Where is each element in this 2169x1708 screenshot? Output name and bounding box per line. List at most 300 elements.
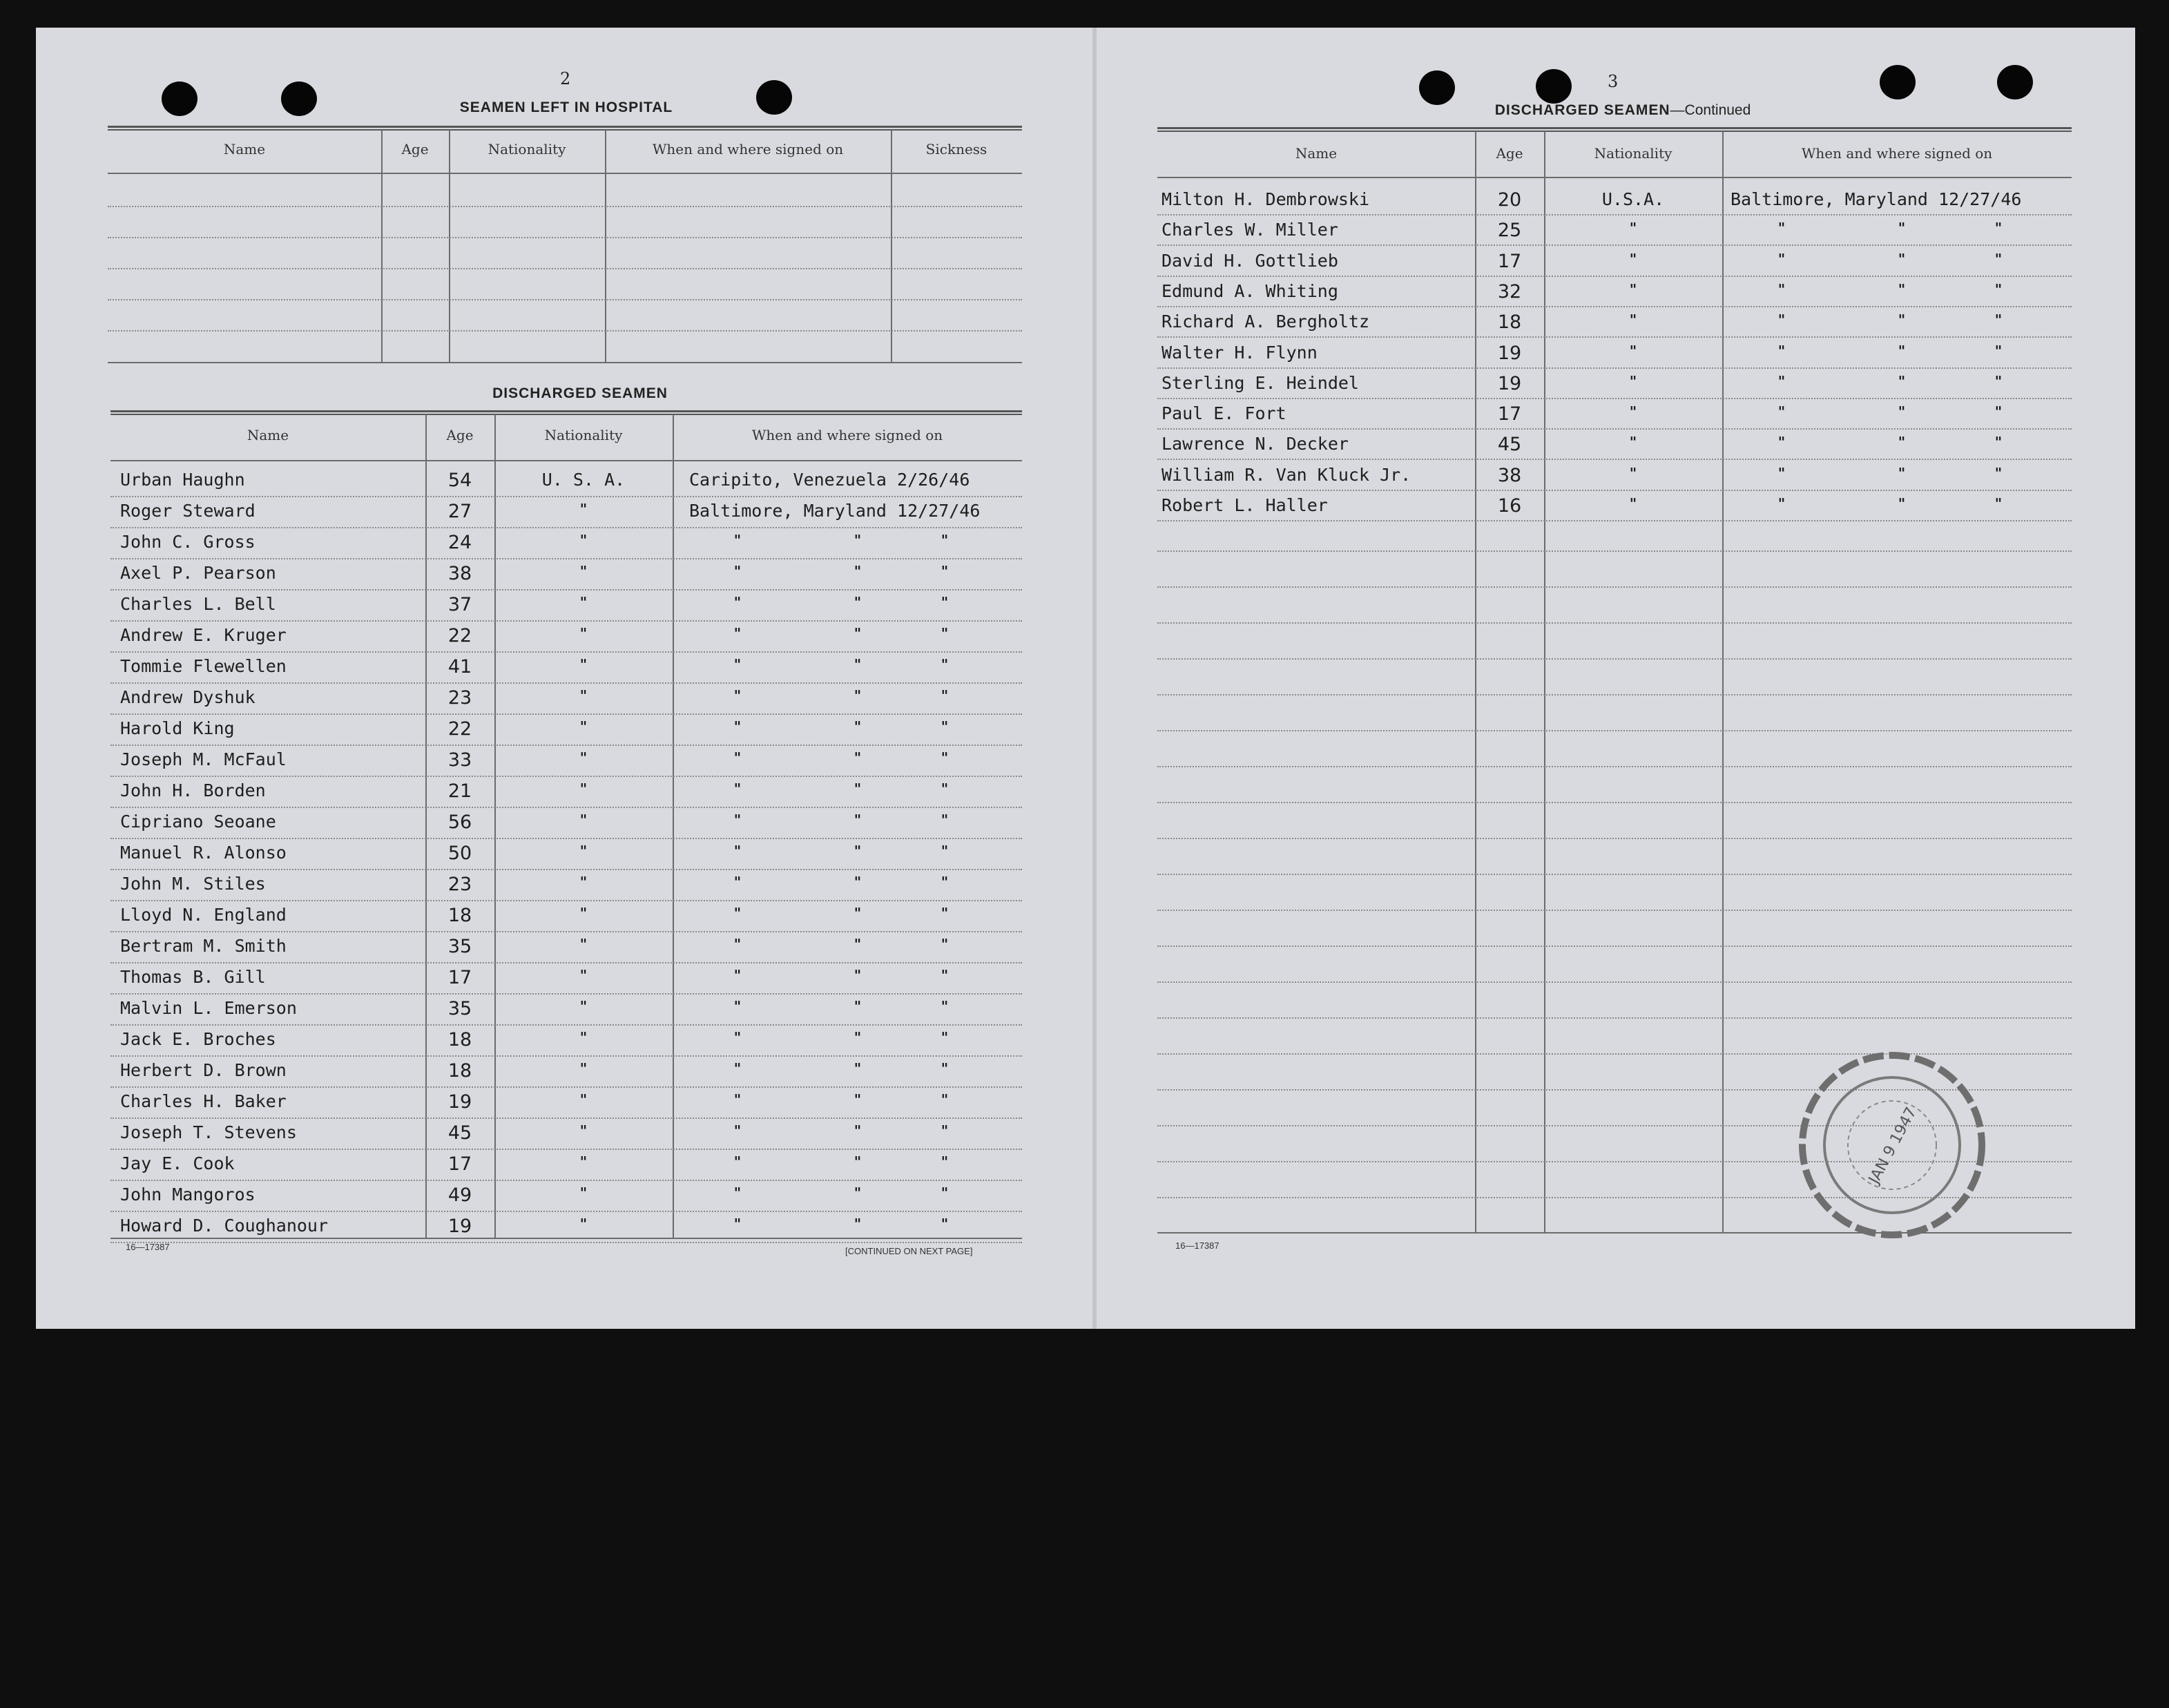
row-line	[1157, 520, 2072, 521]
seaman-nationality: "	[579, 687, 588, 704]
punch-hole	[1536, 69, 1572, 104]
discharged-continued-title-main: DISCHARGED SEAMEN	[1494, 102, 1670, 118]
row-line	[110, 496, 1022, 497]
row-line	[110, 1211, 1022, 1212]
ditto-mark: "	[733, 1153, 742, 1170]
hospital-col-divider	[449, 130, 450, 363]
seaman-name: Walter H. Flynn	[1161, 342, 1318, 363]
seaman-nationality: "	[579, 1153, 588, 1170]
ditto-mark: "	[1777, 464, 1786, 481]
seaman-age: 18	[447, 1029, 472, 1050]
seaman-nationality: "	[579, 998, 588, 1015]
row-line	[110, 993, 1022, 995]
seaman-age: 35	[447, 936, 472, 957]
ditto-mark: "	[854, 843, 862, 859]
discharged-header-nationality: Nationality	[544, 427, 623, 443]
page-number-left: 2	[560, 69, 571, 88]
ditto-mark: "	[854, 625, 862, 642]
ditto-mark: "	[854, 1216, 862, 1232]
hospital-row-line	[108, 299, 1022, 300]
hospital-row-line	[108, 268, 1022, 269]
hospital-header-age: Age	[401, 141, 429, 157]
ditto-mark: "	[854, 1122, 862, 1139]
ditto-mark: "	[854, 656, 862, 673]
ditto-mark: "	[941, 905, 949, 921]
ditto-mark: "	[733, 874, 742, 890]
right-col-divider	[1544, 131, 1545, 1232]
empty-row-line	[1157, 586, 2072, 588]
seaman-age: 41	[447, 656, 472, 678]
seaman-nationality: U.S.A.	[1601, 189, 1665, 209]
seaman-age: 45	[1497, 434, 1522, 456]
hospital-header-name: Name	[223, 141, 266, 157]
seaman-name: Charles W. Miller	[1161, 220, 1338, 240]
row-line	[110, 1180, 1022, 1181]
empty-row-line	[1157, 802, 2072, 803]
form-number-left: 16—17387	[126, 1242, 170, 1252]
hospital-header-signed-on: When and where signed on	[652, 141, 844, 157]
ditto-mark: "	[1994, 464, 2003, 481]
seaman-age: 35	[447, 998, 472, 1019]
empty-row-line	[1157, 874, 2072, 875]
row-line	[110, 745, 1022, 746]
seaman-name: Malvin L. Emerson	[120, 998, 297, 1018]
ditto-mark: "	[733, 687, 742, 704]
ditto-mark: "	[1898, 434, 1906, 451]
seaman-age: 16	[1497, 495, 1522, 517]
ditto-mark: "	[1777, 403, 1786, 421]
seaman-age: 38	[447, 563, 472, 584]
seaman-age: 38	[1497, 464, 1522, 486]
seaman-age: 19	[1497, 342, 1522, 364]
punch-hole	[756, 80, 792, 115]
ditto-mark: "	[941, 687, 949, 704]
seaman-signed-on: Caripito, Venezuela 2/26/46	[689, 470, 970, 490]
seaman-nationality: "	[579, 656, 588, 673]
hospital-row-line	[108, 206, 1022, 207]
seaman-age: 18	[1497, 311, 1522, 334]
seaman-name: Tommie Flewellen	[120, 656, 287, 676]
ditto-mark: "	[1994, 403, 2003, 421]
ditto-mark: "	[1777, 372, 1786, 390]
seaman-age: 21	[447, 780, 472, 802]
seaman-name: David H. Gottlieb	[1161, 250, 1338, 271]
ditto-mark: "	[1898, 495, 1906, 512]
seaman-age: 54	[447, 470, 472, 491]
seaman-nationality: "	[1629, 342, 1637, 359]
ditto-mark: "	[733, 1122, 742, 1139]
ditto-mark: "	[941, 532, 949, 548]
empty-row-line	[1157, 622, 2072, 624]
seaman-name: Howard D. Coughanour	[120, 1216, 329, 1236]
row-line	[110, 651, 1022, 653]
discharged-continued-title-suffix: —Continued	[1670, 102, 1751, 118]
seaman-nationality: "	[1629, 250, 1637, 267]
seaman-age: 49	[447, 1184, 472, 1206]
ditto-mark: "	[941, 1122, 949, 1139]
seaman-name: Sterling E. Heindel	[1161, 372, 1359, 393]
seaman-nationality: U. S. A.	[541, 470, 626, 490]
seaman-age: 17	[447, 1153, 472, 1175]
seaman-nationality: "	[1629, 403, 1637, 421]
row-line	[110, 1149, 1022, 1150]
row-line	[110, 869, 1022, 870]
seaman-name: John M. Stiles	[120, 874, 266, 894]
ditto-mark: "	[1898, 403, 1906, 421]
seaman-name: Axel P. Pearson	[120, 563, 276, 583]
row-line	[110, 1055, 1022, 1057]
row-line	[110, 682, 1022, 684]
ditto-mark: "	[733, 1091, 742, 1108]
seaman-name: Andrew Dyshuk	[120, 687, 256, 707]
seaman-name: Roger Steward	[120, 501, 256, 521]
seaman-nationality: "	[579, 1122, 588, 1139]
ditto-mark: "	[941, 1091, 949, 1108]
seaman-age: 18	[447, 905, 472, 926]
ditto-mark: "	[733, 843, 742, 859]
discharged-continued-title	[1423, 102, 1823, 119]
ditto-mark: "	[733, 625, 742, 642]
ditto-mark: "	[1994, 220, 2003, 237]
seaman-nationality: "	[579, 1184, 588, 1201]
ditto-mark: "	[733, 1184, 742, 1201]
ditto-mark: "	[854, 780, 862, 797]
row-line	[110, 527, 1022, 528]
seaman-name: Harold King	[120, 718, 235, 738]
seaman-name: John Mangoros	[120, 1184, 256, 1205]
discharged-bottom-rule	[110, 1238, 1022, 1239]
ditto-mark: "	[733, 780, 742, 797]
seaman-name: Edmund A. Whiting	[1161, 280, 1338, 301]
seaman-signed-on: Baltimore, Maryland 12/27/46	[689, 501, 981, 521]
empty-row-line	[1157, 730, 2072, 731]
page-fold	[1092, 28, 1097, 1329]
seaman-nationality: "	[1629, 434, 1637, 451]
ditto-mark: "	[854, 1184, 862, 1201]
seaman-age: 23	[447, 687, 472, 709]
seaman-age: 22	[447, 718, 472, 740]
seaman-nationality: "	[1629, 495, 1637, 512]
seaman-name: Richard A. Bergholtz	[1161, 311, 1370, 332]
seaman-name: William R. Van Kluck Jr.	[1161, 464, 1411, 485]
ditto-mark: "	[941, 998, 949, 1015]
hospital-header-rule	[108, 173, 1022, 174]
ditto-mark: "	[1777, 220, 1786, 237]
row-line	[1157, 214, 2072, 215]
seaman-age: 19	[447, 1091, 472, 1113]
seaman-name: Bertram M. Smith	[120, 936, 287, 956]
ditto-mark: "	[854, 687, 862, 704]
ditto-mark: "	[733, 718, 742, 735]
seaman-name: Jay E. Cook	[120, 1153, 235, 1173]
seaman-name: Jack E. Broches	[120, 1029, 276, 1049]
seaman-nationality: "	[579, 718, 588, 735]
ditto-mark: "	[854, 905, 862, 921]
seaman-name: Urban Haughn	[120, 470, 245, 490]
hospital-row-line	[108, 330, 1022, 332]
ditto-mark: "	[854, 1060, 862, 1077]
seaman-name: Joseph T. Stevens	[120, 1122, 297, 1142]
ditto-mark: "	[733, 1029, 742, 1046]
ditto-mark: "	[733, 656, 742, 673]
ditto-mark: "	[1898, 280, 1906, 298]
row-line	[1157, 398, 2072, 399]
row-line	[110, 900, 1022, 901]
ditto-mark: "	[733, 936, 742, 952]
row-line	[110, 1117, 1022, 1119]
hospital-section-title: SEAMEN LEFT IN HOSPITAL	[459, 99, 673, 115]
empty-row-line	[1157, 838, 2072, 839]
row-line	[1157, 276, 2072, 277]
punch-hole	[281, 81, 317, 116]
seaman-nationality: "	[579, 563, 588, 579]
ditto-mark: "	[733, 967, 742, 983]
ditto-mark: "	[854, 594, 862, 611]
ditto-mark: "	[1898, 220, 1906, 237]
seaman-nationality: "	[579, 1091, 588, 1108]
row-line	[110, 713, 1022, 715]
seaman-age: 17	[1497, 403, 1522, 425]
ditto-mark: "	[733, 812, 742, 828]
punch-hole	[1997, 65, 2033, 99]
ditto-mark: "	[1898, 342, 1906, 359]
right-header-rule	[1157, 177, 2072, 178]
ditto-mark: "	[941, 780, 949, 797]
seaman-nationality: "	[1629, 311, 1637, 329]
form-number-right: 16—17387	[1175, 1240, 1220, 1251]
seaman-age: 50	[447, 843, 472, 864]
ditto-mark: "	[1994, 434, 2003, 451]
seaman-name: Manuel R. Alonso	[120, 843, 287, 863]
ditto-mark: "	[941, 718, 949, 735]
ditto-mark: "	[733, 532, 742, 548]
empty-row-line	[1157, 981, 2072, 983]
ditto-mark: "	[733, 905, 742, 921]
seaman-age: 24	[447, 532, 472, 553]
ditto-mark: "	[1994, 280, 2003, 298]
punch-hole	[162, 81, 197, 116]
hospital-bottom-rule	[108, 362, 1022, 363]
ditto-mark: "	[1994, 342, 2003, 359]
seaman-nationality: "	[579, 749, 588, 766]
ditto-mark: "	[941, 563, 949, 579]
row-line	[110, 776, 1022, 777]
right-header-nationality: Nationality	[1594, 145, 1672, 162]
seaman-name: Milton H. Dembrowski	[1161, 189, 1370, 209]
ditto-mark: "	[854, 532, 862, 548]
ditto-mark: "	[1898, 311, 1906, 329]
seaman-nationality: "	[1629, 280, 1637, 298]
ditto-mark: "	[854, 749, 862, 766]
right-header-name: Name	[1295, 145, 1338, 162]
ditto-mark: "	[854, 812, 862, 828]
hospital-header-sickness: Sickness	[925, 141, 987, 157]
ditto-mark: "	[1994, 495, 2003, 512]
seaman-name: John C. Gross	[120, 532, 256, 552]
ditto-mark: "	[1994, 250, 2003, 267]
continued-note: [CONTINUED ON NEXT PAGE]	[845, 1246, 973, 1256]
row-line	[110, 1086, 1022, 1088]
discharged-header-rule	[110, 460, 1022, 461]
seaman-name: Cipriano Seoane	[120, 812, 276, 832]
discharged-header-name: Name	[247, 427, 289, 443]
seaman-nationality: "	[579, 874, 588, 890]
seaman-nationality: "	[579, 1029, 588, 1046]
seaman-age: 32	[1497, 280, 1522, 303]
row-line	[1157, 367, 2072, 369]
hospital-header-nationality: Nationality	[488, 141, 566, 157]
ditto-mark: "	[941, 1060, 949, 1077]
punch-hole	[1419, 70, 1455, 105]
empty-row-line	[1157, 946, 2072, 947]
seaman-name: John H. Borden	[120, 780, 266, 800]
ditto-mark: "	[941, 594, 949, 611]
date-stamp	[1792, 1048, 1992, 1242]
seaman-nationality: "	[579, 1216, 588, 1232]
ditto-mark: "	[733, 1060, 742, 1077]
hospital-col-divider	[381, 130, 383, 363]
seaman-nationality: "	[579, 812, 588, 828]
right-header-age: Age	[1496, 145, 1523, 162]
seaman-name: Charles L. Bell	[120, 594, 276, 614]
ditto-mark: "	[941, 656, 949, 673]
ditto-mark: "	[1777, 250, 1786, 267]
row-line	[1157, 244, 2072, 246]
ditto-mark: "	[854, 998, 862, 1015]
seaman-name: Paul E. Fort	[1161, 403, 1286, 424]
row-line	[110, 620, 1022, 622]
row-line	[110, 589, 1022, 591]
ditto-mark: "	[941, 1153, 949, 1170]
hospital-col-divider	[605, 130, 606, 363]
stamp-date: JAN 9 1947	[1865, 1104, 1920, 1187]
right-top-rule	[1157, 127, 2072, 132]
hospital-top-rule	[108, 126, 1022, 131]
ditto-mark: "	[1777, 342, 1786, 359]
empty-row-line	[1157, 1017, 2072, 1019]
seaman-nationality: "	[1629, 220, 1637, 237]
row-line	[1157, 306, 2072, 307]
seaman-age: 37	[447, 594, 472, 615]
ditto-mark: "	[1777, 434, 1786, 451]
ditto-mark: "	[1898, 250, 1906, 267]
row-line	[110, 558, 1022, 559]
ditto-mark: "	[854, 718, 862, 735]
ditto-mark: "	[733, 594, 742, 611]
ditto-mark: "	[854, 1029, 862, 1046]
seaman-name: Robert L. Haller	[1161, 495, 1328, 515]
ditto-mark: "	[941, 967, 949, 983]
seaman-name: Andrew E. Kruger	[120, 625, 287, 645]
seaman-age: 17	[447, 967, 472, 988]
row-line	[110, 962, 1022, 963]
discharged-header-age: Age	[446, 427, 474, 443]
ditto-mark: "	[941, 749, 949, 766]
row-line	[110, 1242, 1022, 1243]
ditto-mark: "	[941, 874, 949, 890]
empty-row-line	[1157, 658, 2072, 660]
seaman-age: 18	[447, 1060, 472, 1082]
seaman-age: 20	[1497, 189, 1522, 211]
seaman-age: 45	[447, 1122, 472, 1144]
empty-row-line	[1157, 550, 2072, 552]
ditto-mark: "	[1994, 311, 2003, 329]
row-line	[110, 838, 1022, 839]
ditto-mark: "	[1898, 372, 1906, 390]
seaman-age: 23	[447, 874, 472, 895]
ditto-mark: "	[733, 563, 742, 579]
seaman-nationality: "	[1629, 464, 1637, 481]
hospital-col-divider	[891, 130, 892, 363]
seaman-nationality: "	[579, 594, 588, 611]
discharged-section-title: DISCHARGED SEAMEN	[492, 385, 668, 401]
ditto-mark: "	[941, 1029, 949, 1046]
seaman-age: 17	[1497, 250, 1522, 272]
ditto-mark: "	[854, 874, 862, 890]
seaman-name: Thomas B. Gill	[120, 967, 266, 987]
discharged-top-rule	[110, 410, 1022, 415]
seaman-nationality: "	[1629, 372, 1637, 390]
seaman-nationality: "	[579, 1060, 588, 1077]
ditto-mark: "	[854, 1091, 862, 1108]
row-line	[110, 931, 1022, 932]
ditto-mark: "	[941, 936, 949, 952]
seaman-nationality: "	[579, 532, 588, 548]
row-line	[110, 1024, 1022, 1026]
seaman-age: 33	[447, 749, 472, 771]
ditto-mark: "	[733, 1216, 742, 1232]
seaman-age: 25	[1497, 220, 1522, 242]
row-line	[1157, 459, 2072, 460]
ditto-mark: "	[1777, 495, 1786, 512]
seaman-nationality: "	[579, 936, 588, 952]
hospital-row-line	[108, 237, 1022, 238]
ditto-mark: "	[941, 1184, 949, 1201]
empty-row-line	[1157, 766, 2072, 767]
seaman-age: 56	[447, 812, 472, 833]
seaman-name: Herbert D. Brown	[120, 1060, 287, 1080]
ditto-mark: "	[854, 563, 862, 579]
row-line	[110, 807, 1022, 808]
ditto-mark: "	[733, 998, 742, 1015]
seaman-nationality: "	[579, 967, 588, 983]
page-number-right: 3	[1608, 72, 1619, 91]
seaman-nationality: "	[579, 905, 588, 921]
seaman-age: 19	[1497, 372, 1522, 394]
ditto-mark: "	[941, 625, 949, 642]
right-col-divider	[1722, 131, 1724, 1232]
ditto-mark: "	[854, 1153, 862, 1170]
seaman-name: Lawrence N. Decker	[1161, 434, 1349, 454]
ditto-mark: "	[854, 967, 862, 983]
ditto-mark: "	[1777, 280, 1786, 298]
seaman-nationality: "	[579, 780, 588, 797]
seaman-nationality: "	[579, 501, 588, 517]
seaman-age: 19	[447, 1216, 472, 1237]
seaman-name: Joseph M. McFaul	[120, 749, 287, 769]
row-line	[1157, 428, 2072, 430]
punch-hole	[1880, 65, 1916, 99]
seaman-name: Charles H. Baker	[120, 1091, 287, 1111]
row-line	[1157, 490, 2072, 491]
empty-row-line	[1157, 694, 2072, 695]
right-header-signed-on: When and where signed on	[1801, 145, 1993, 162]
ditto-mark: "	[941, 843, 949, 859]
row-line	[1157, 336, 2072, 338]
ditto-mark: "	[941, 812, 949, 828]
ditto-mark: "	[733, 749, 742, 766]
seaman-age: 22	[447, 625, 472, 646]
